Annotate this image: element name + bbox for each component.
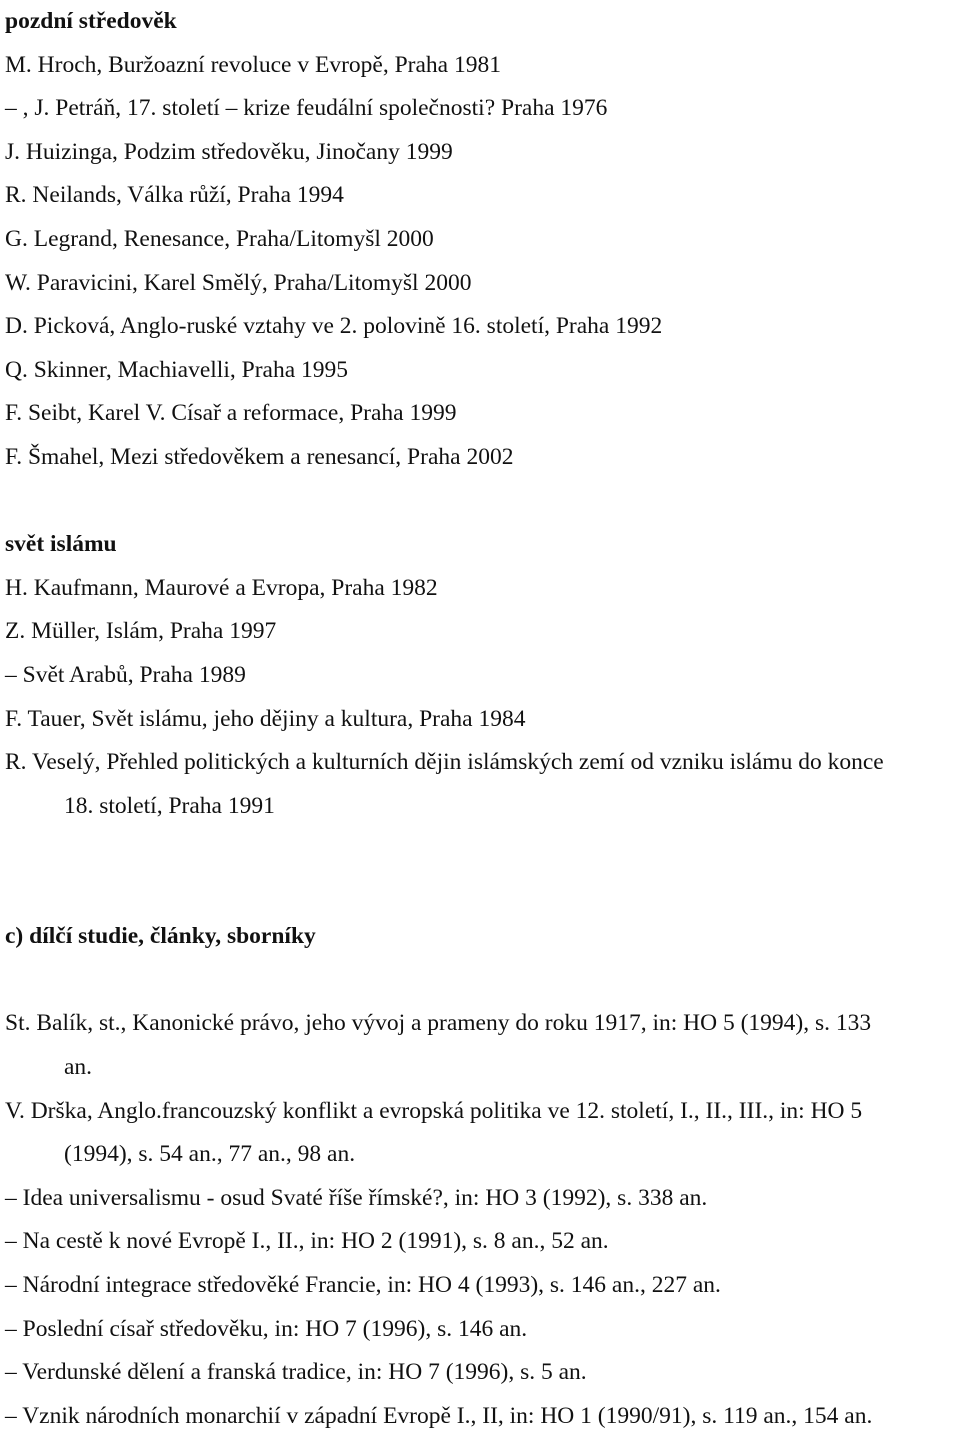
bibliography-entry: J. Huizinga, Podzim středověku, Jinočany 1999 [5, 138, 453, 165]
blank-space [0, 828, 960, 915]
bibliography-entry: M. Hroch, Buržoazní revoluce v Evropě, Praha 1981 [5, 51, 501, 78]
section-heading-late-middle-ages: pozdní středověk [5, 8, 177, 34]
bibliography-entry: – Poslední císař středověku, in: HO 7 (1996), s. 146 an. [5, 1315, 528, 1342]
bibliography-entry: R. Veselý, Přehled politických a kulturních dějin islámských zemí od vzniku islámu do konce [5, 749, 884, 776]
bibliography-entry: H. Kaufmann, Maurové a Evropa, Praha 1982 [5, 574, 438, 601]
bibliography-entry: W. Paravicini, Karel Smělý, Praha/Litomyšl 2000 [5, 269, 472, 296]
bibliography-entry: D. Picková, Anglo-ruské vztahy ve 2. polovině 16. století, Praha 1992 [5, 313, 663, 340]
bibliography-entry: F. Šmahel, Mezi středověkem a renesancí, Praha 2002 [5, 443, 514, 470]
bibliography-entry: Z. Müller, Islám, Praha 1997 [5, 618, 277, 645]
blank-line [0, 959, 960, 1003]
bibliography-entry: – Vznik národních monarchií v západní Evropě I., II, in: HO 1 (1990/91), s. 119 an., 154 an. [5, 1402, 873, 1429]
bibliography-entry: – Národní integrace středověké Francie, in: HO 4 (1993), s. 146 an., 227 an. [5, 1272, 721, 1299]
blank-line [0, 480, 960, 524]
bibliography-entry: F. Tauer, Svět islámu, jeho dějiny a kultura, Praha 1984 [5, 705, 526, 732]
section-heading-studies: c) dílčí studie, články, sborníky [5, 923, 316, 950]
bibliography-entry: G. Legrand, Renesance, Praha/Litomyšl 2000 [5, 225, 434, 252]
bibliography-entry: – Na cestě k nové Evropě I., II., in: HO 2 (1991), s. 8 an., 52 an. [5, 1228, 609, 1255]
bibliography-entry: Q. Skinner, Machiavelli, Praha 1995 [5, 356, 348, 383]
bibliography-entry: – , J. Petráň, 17. století – krize feudální společnosti? Praha 1976 [5, 95, 608, 122]
bibliography-entry: F. Seibt, Karel V. Císař a reformace, Praha 1999 [5, 400, 457, 427]
bibliography-entry: – Svět Arabů, Praha 1989 [5, 661, 246, 688]
section-heading-islam: svět islámu [5, 531, 117, 558]
bibliography-entry-continuation: 18. století, Praha 1991 [64, 792, 275, 819]
bibliography-entry-continuation: an. [64, 1054, 93, 1081]
bibliography-entry: – Verdunské dělení a franská tradice, in: HO 7 (1996), s. 5 an. [5, 1359, 587, 1386]
bibliography-entry-continuation: (1994), s. 54 an., 77 an., 98 an. [64, 1141, 356, 1168]
bibliography-entry: R. Neilands, Válka růží, Praha 1994 [5, 182, 344, 209]
bibliography-entry: St. Balík, st., Kanonické právo, jeho vývoj a prameny do roku 1917, in: HO 5 (1994), s. 133 [5, 1010, 872, 1037]
bibliography-entry: V. Drška, Anglo.francouzský konflikt a evropská politika ve 12. století, I., II., III., in: HO 5 [5, 1097, 863, 1124]
bibliography-entry: – Idea universalismu - osud Svaté říše římské?, in: HO 3 (1992), s. 338 an. [5, 1184, 708, 1211]
